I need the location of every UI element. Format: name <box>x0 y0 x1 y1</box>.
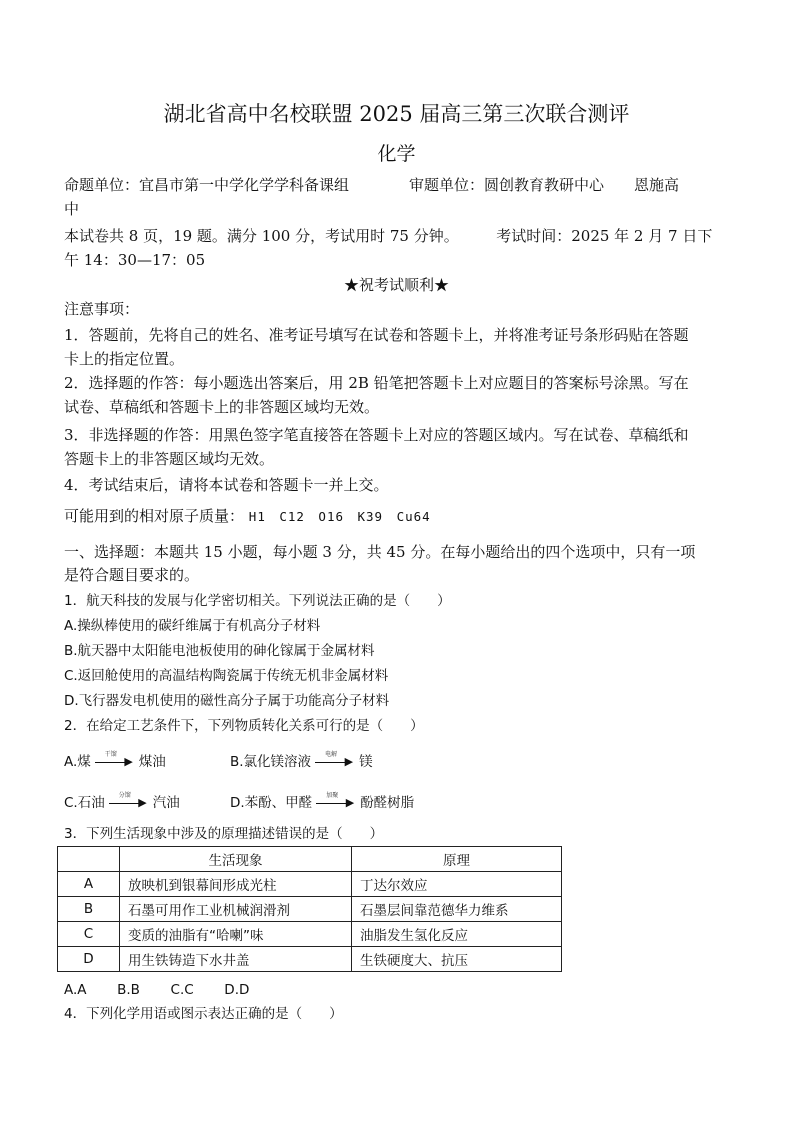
note-line: 试卷、草稿纸和答题卡上的非答题区域均无效。 <box>64 398 380 416</box>
q2-d-to: 酚醛树脂 <box>360 795 415 811</box>
q2-option-c <box>64 793 180 813</box>
atomic-mass-values: H1 C12 O16 K39 Cu64 <box>248 509 431 524</box>
q2-stem: 2．在给定工艺条件下，下列物质转化关系可行的是（ ） <box>64 718 424 734</box>
table-cell: 石墨可用作工业机械润滑剂 <box>120 897 352 922</box>
q1-stem: 1．航天科技的发展与化学密切相关。下列说法正确的是（ ） <box>64 593 451 609</box>
wish-line: ★祝考试顺利★ <box>343 276 449 294</box>
q2-c-to: 汽油 <box>152 795 180 811</box>
q2-c-condition: 分馏 <box>118 792 131 799</box>
note-line: 卡上的指定位置。 <box>64 350 185 368</box>
q2-b-from: B.氯化镁溶液 <box>230 754 312 770</box>
table-cell: D <box>58 947 120 972</box>
table-header-cell <box>58 847 120 872</box>
notes-heading: 注意事项： <box>64 300 140 318</box>
table-cell: 放映机到银幕间形成光柱 <box>120 872 352 897</box>
q3-option-b: B.B <box>117 982 140 998</box>
q3-table <box>57 846 562 972</box>
note-line: 3．非选择题的作答：用黑色签字笔直接答在答题卡上对应的答题区域内。写在试卷、草稿纸和 <box>64 426 689 444</box>
q3-stem: 3．下列生活现象中涉及的原理描述错误的是（ ） <box>64 826 384 842</box>
note-line: 1．答题前，先将自己的姓名、准考证号填写在试卷和答题卡上，并将准考证号条形码贴在答题 <box>64 326 689 344</box>
table-row <box>58 897 562 922</box>
info-line-cont: 午 14：30—17：05 <box>64 251 206 269</box>
exam-subject: 化学 <box>377 143 416 165</box>
q2-d-condition: 加聚 <box>326 792 339 799</box>
info-line: 本试卷共 8 页，19 题。满分 100 分，考试用时 75 分钟。 考试时间：2025 年 2 月 7 日下 <box>64 227 713 245</box>
table-header-cell: 生活现象 <box>120 847 352 872</box>
q2-option-d <box>230 793 414 813</box>
table-cell: 生铁硬度大、抗压 <box>352 947 562 972</box>
q3-option-c: C.C <box>170 982 194 998</box>
q2-option-a <box>64 752 166 772</box>
table-cell: 丁达尔效应 <box>352 872 562 897</box>
note-line: 4．考试结束后，请将本试卷和答题卡一并上交。 <box>64 476 389 494</box>
note-line: 2．选择题的作答：每小题选出答案后，用 2B 铅笔把答题卡上对应题目的答案标号涂黑。写在 <box>64 374 689 392</box>
table-cell: 油脂发生氢化反应 <box>352 922 562 947</box>
reaction-arrow-icon: 电解 ▶ <box>315 755 353 769</box>
atomic-mass-line <box>64 506 431 527</box>
table-cell: B <box>58 897 120 922</box>
author-line: 命题单位：宜昌市第一中学化学学科备课组 审题单位：圆创教育教研中心 恩施高 <box>64 176 680 194</box>
q2-c-from: C.石油 <box>64 795 105 811</box>
author-line-cont: 中 <box>64 200 80 218</box>
q2-a-to: 煤油 <box>138 754 166 770</box>
reaction-arrow-icon: 干馏 ▶ <box>95 755 133 769</box>
atomic-mass-label: 可能用到的相对原子质量： <box>64 507 245 525</box>
table-header-row <box>58 847 562 872</box>
table-cell: 变质的油脂有“哈喇”味 <box>120 922 352 947</box>
q4-stem: 4．下列化学用语或图示表达正确的是（ ） <box>64 1006 343 1022</box>
section-heading: 一、选择题：本题共 15 小题，每小题 3 分，共 45 分。在每小题给出的四个选项中，只有一项 <box>64 543 696 561</box>
section-heading-cont: 是符合题目要求的。 <box>64 566 200 584</box>
q3-options <box>64 980 249 1000</box>
table-row <box>58 872 562 897</box>
reaction-arrow-icon: 分馏 ▶ <box>109 796 147 810</box>
table-cell: 用生铁铸造下水井盖 <box>120 947 352 972</box>
table-cell: C <box>58 922 120 947</box>
table-header-cell: 原理 <box>352 847 562 872</box>
q3-option-d: D.D <box>224 982 250 998</box>
note-line: 答题卡上的非答题区域均无效。 <box>64 450 275 468</box>
q2-a-condition: 干馏 <box>104 751 117 758</box>
q1-option-b: B.航天器中太阳能电池板使用的砷化镓属于金属材料 <box>64 643 375 659</box>
q1-option-a: A.操纵棒使用的碳纤维属于有机高分子材料 <box>64 618 321 634</box>
table-cell: 石墨层间靠范德华力维系 <box>352 897 562 922</box>
q2-b-condition: 电解 <box>325 751 338 758</box>
q2-a-from: A.煤 <box>64 754 91 770</box>
table-cell: A <box>58 872 120 897</box>
table-row <box>58 947 562 972</box>
q2-b-to: 镁 <box>359 754 373 770</box>
exam-title: 湖北省高中名校联盟 2025 届高三第三次联合测评 <box>163 102 630 126</box>
q2-d-from: D.苯酚、甲醛 <box>230 795 313 811</box>
q2-option-b <box>230 752 373 772</box>
reaction-arrow-icon: 加聚 ▶ <box>316 796 354 810</box>
q1-option-c: C.返回舱使用的高温结构陶瓷属于传统无机非金属材料 <box>64 668 389 684</box>
q3-option-a: A.A <box>64 982 87 998</box>
table-row <box>58 922 562 947</box>
q1-option-d: D.飞行器发电机使用的磁性高分子属于功能高分子材料 <box>64 693 390 709</box>
